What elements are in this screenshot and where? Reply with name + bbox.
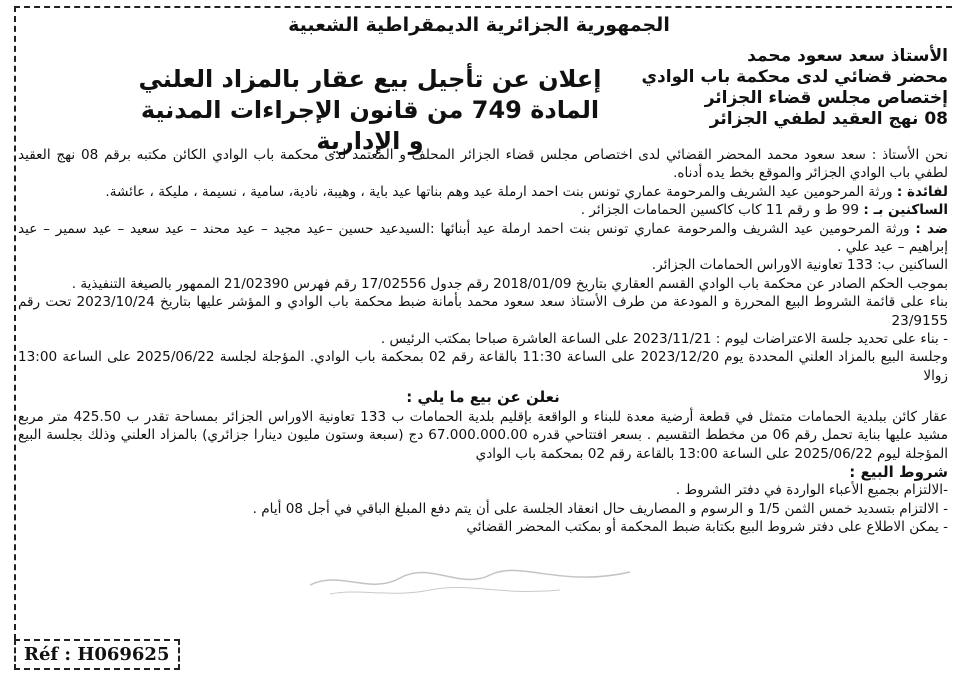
notice-title-line1: إعلان عن تأجيل بيع عقار بالمزاد العلني bbox=[138, 65, 602, 93]
against-paragraph bbox=[18, 220, 948, 257]
residing-label: الساكنين بـ : bbox=[863, 202, 948, 219]
reference-box: Réf : H069625 bbox=[14, 639, 180, 670]
top-dashed-border bbox=[14, 6, 952, 8]
residing-text: 99 ط و رقم 11 كاب كاكسين الحمامات الجزائر . bbox=[580, 202, 864, 219]
residing-paragraph-1 bbox=[18, 201, 948, 219]
announce-heading: نعلن عن بيع ما يلي : bbox=[406, 388, 560, 407]
against-text: ورثة المرحومين عيد الشريف والمرحومة عماري تونس بنت احمد ارملة عيد أبنائها :السيدعيد حسين –عيد مجيد – عيد محند – عيد سعيد – عيد سمير – عيد إبراهيم – عيد علي . bbox=[18, 220, 948, 256]
republic-header: الجمهورية الجزائرية الديمقراطية الشعبية bbox=[288, 14, 670, 36]
objections-paragraph: - بناء على تحديد جلسة الاعتراضات ليوم : 2023/11/21 على الساعة العاشرة صباحا بمكتب الرئيس . bbox=[380, 331, 948, 348]
conditions-heading: شروط البيع : bbox=[849, 462, 948, 481]
bailiff-info bbox=[608, 46, 948, 130]
condition-item: - يمكن الاطلاع على دفتر شروط البيع بكتابة ضبط المحكمة أو بمكتب المحضر القضائي bbox=[466, 519, 948, 536]
against-label: ضد : bbox=[915, 220, 948, 237]
bailiff-name: الأستاذ سعد سعود محمد bbox=[747, 46, 948, 66]
conditions-list-paragraph: بناء على قائمة الشروط البيع المحررة و المودعة من طرف الأستاذ سعد سعود محمد بأمانة ضبط محكمة باب الوادي و المؤشر عليها بتاريخ 2023/10/24 تحت رقم 23/9155 bbox=[18, 294, 948, 329]
beneficiary-paragraph bbox=[18, 183, 948, 201]
bailiff-title: محضر قضائي لدى محكمة باب الوادي bbox=[641, 67, 948, 87]
left-dashed-border bbox=[14, 6, 16, 640]
notice-title bbox=[130, 64, 610, 157]
notice-title-line2: المادة 749 من قانون الإجراءات المدنية و الإدارية bbox=[140, 96, 600, 155]
bailiff-address: 08 نهج العقيد لطفي الجزائر bbox=[709, 109, 948, 129]
bailiff-jurisdiction: إختصاص مجلس قضاء الجزائر bbox=[704, 88, 948, 108]
condition-item: -الالتزام بجميع الأعباء الواردة في دفتر الشروط . bbox=[675, 482, 948, 499]
beneficiary-text: ورثة المرحومين عيد الشريف والمرحومة عماري تونس بنت احمد ارملة عيد وهم بناتها عيد باية ، وهيبة، نادية، سامية ، نسيمة ، مليكة ، عائشة. bbox=[105, 183, 897, 200]
faded-signature-stamp bbox=[300, 560, 640, 600]
residing-paragraph-2: الساكنين ب: 133 تعاونية الاوراس الحمامات الجزائر. bbox=[651, 257, 948, 274]
judgment-paragraph: بموجب الحكم الصادر عن محكمة باب الوادي القسم العقاري بتاريخ 2018/01/09 رقم جدول 17/02556 رقم فهرس 21/02390 الممهور بالصيغة التنفيذية . bbox=[71, 275, 948, 292]
sale-session-paragraph: وجلسة البيع بالمزاد العلني المحددة يوم 2023/12/20 على الساعة 11:30 بالقاعة رقم 02 بمحكمة باب الوادي. المؤجلة لجلسة 2025/06/22 على الساعة 13:00 زوالا bbox=[18, 349, 948, 384]
notice-body bbox=[18, 146, 948, 537]
condition-item: - الالتزام بتسديد خمس الثمن 1/5 و الرسوم و المصاريف حال انعقاد الجلسة على أن يتم دفع المبلغ الباقي في أجل 08 أيام . bbox=[252, 500, 948, 517]
property-paragraph: عقار كائن ببلدية الحمامات متمثل في قطعة أرضية معدة للبناء و الواقعة بإقليم بلدية الحمامات ب 133 تعاونية الاوراس الجزائر بمساحة تقدر ب 425.50 متر مربع مشيد عليها بناية تحمل رقم 06 من مخطط التقسيم . بسعر افتتاحي قدره 67.000.000.00 دج (سبعة وستون مليون دينارا جزائري) بالمزاد العلني وذلك بجلسة البيع المؤجلة ليوم 2025/06/22 على الساعة 13:00 بالقاعة رقم 02 بمحكمة باب الوادي bbox=[18, 408, 949, 462]
intro-paragraph: نحن الأستاذ : سعد سعود محمد المحضر القضائي لدى اختصاص مجلس قضاء الجزائر المحلف و المعتمد لدى محكمة باب الوادي الكائن مكتبه برقم 08 نهج العقيد لطفي باب الوادي الجزائر والموقع بخط يده أدناه. bbox=[18, 147, 948, 182]
beneficiary-label: لفائدة : bbox=[896, 183, 948, 200]
